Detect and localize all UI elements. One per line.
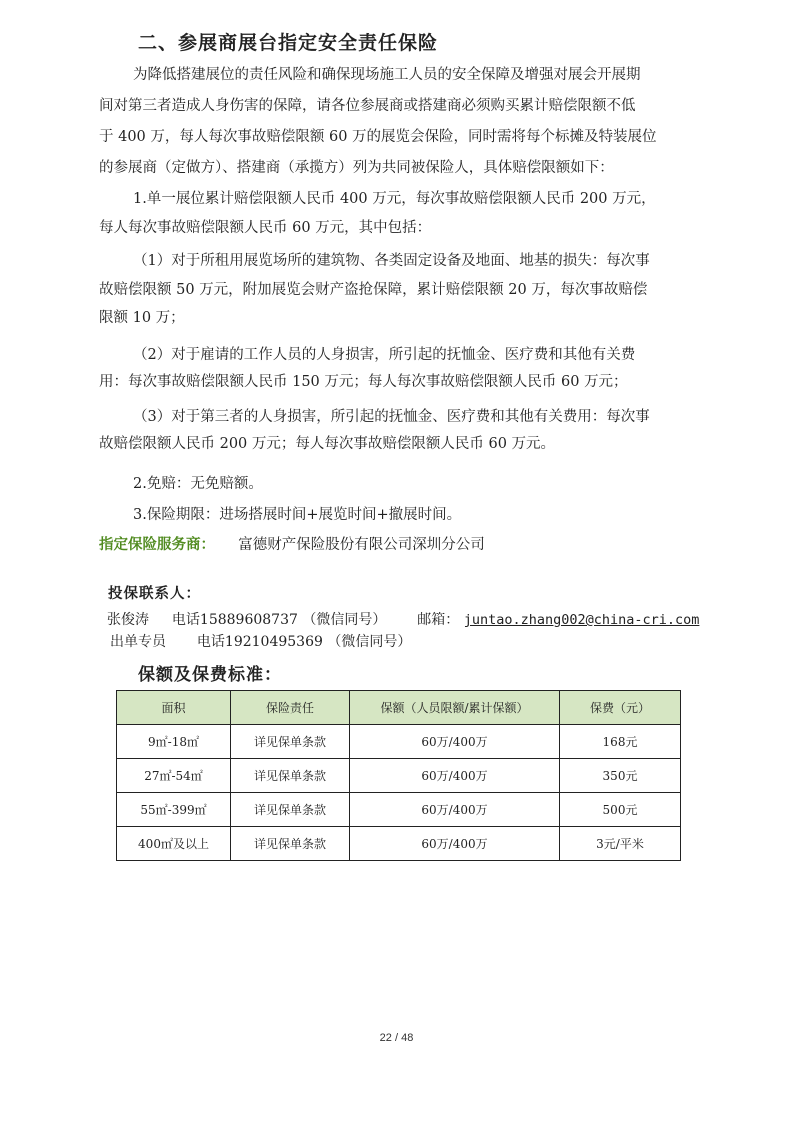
sub-item-3-line: （3）对于第三者的人身损害，所引起的抚恤金、医疗费和其他有关费用：每次事: [133, 409, 650, 425]
cell-area: 55㎡-399㎡: [117, 793, 231, 827]
contact-title: 投保联系人：: [108, 585, 201, 602]
sub-item-1-line: （1）对于所租用展览场所的建筑物、各类固定设备及地面、地基的损失：每次事: [133, 253, 650, 269]
contact-2-name: 出单专员: [110, 634, 166, 650]
intro-line: 于 400 万，每人每次事故赔偿限额 60 万的展览会保险，同时需将每个标摊及特装展位: [99, 129, 657, 145]
cell-liability: 详见保单条款: [231, 827, 350, 861]
table-row: [117, 827, 681, 861]
table-row: [117, 759, 681, 793]
insurer-line: [99, 533, 485, 554]
header-coverage: 保额（人员限额/累计保额）: [350, 691, 560, 725]
item-2: 2.免赔：无免赔额。: [133, 476, 263, 492]
cell-premium: 3元/平米: [560, 827, 681, 861]
intro-line: 为降低搭建展位的责任风险和确保现场施工人员的安全保障及增强对展会开展期: [133, 67, 641, 83]
cell-coverage: 60万/400万: [350, 759, 560, 793]
cell-premium: 350元: [560, 759, 681, 793]
cell-premium: 168元: [560, 725, 681, 759]
cell-coverage: 60万/400万: [350, 793, 560, 827]
contact-row-1: [107, 609, 699, 629]
item-1-line: 1.单一展位累计赔偿限额人民币 400 万元，每次事故赔偿限额人民币 200 万元，: [133, 191, 656, 207]
cell-area: 9㎡-18㎡: [117, 725, 231, 759]
header-liability: 保险责任: [231, 691, 350, 725]
cell-premium: 500元: [560, 793, 681, 827]
header-premium: 保费（元）: [560, 691, 681, 725]
insurer-label: 指定保险服务商：: [99, 537, 215, 553]
sub-item-2-line: 用：每次事故赔偿限额人民币 150 万元；每人每次事故赔偿限额人民币 60 万元；: [99, 374, 628, 390]
section-title: 二、参展商展台指定安全责任保险: [138, 32, 439, 54]
cell-area: 400㎡及以上: [117, 827, 231, 861]
table-row: [117, 793, 681, 827]
page-number: 22 / 48: [379, 1032, 414, 1044]
sub-item-1-line: 故赔偿限额 50 万元，附加展览会财产盗抢保障，累计赔偿限额 20 万，每次事故赔偿: [99, 282, 648, 298]
cell-coverage: 60万/400万: [350, 827, 560, 861]
item-3: 3.保险期限：进场搭展时间+展览时间+撤展时间。: [133, 507, 462, 523]
contact-1-phone: 电话15889608737 （微信同号）: [171, 612, 387, 628]
cell-coverage: 60万/400万: [350, 725, 560, 759]
cell-liability: 详见保单条款: [231, 793, 350, 827]
cell-liability: 详见保单条款: [231, 759, 350, 793]
intro-line: 的参展商（定做方）、搭建商（承揽方）列为共同被保险人，具体赔偿限额如下：: [99, 160, 614, 176]
fee-title: 保额及保费标准：: [138, 665, 282, 685]
cell-area: 27㎡-54㎡: [117, 759, 231, 793]
contact-1-name: 张俊涛: [107, 612, 149, 628]
cell-liability: 详见保单条款: [231, 725, 350, 759]
sub-item-1-line: 限额 10 万；: [99, 310, 185, 326]
intro-line: 间对第三者造成人身伤害的保障，请各位参展商或搭建商必须购买累计赔偿限额不低: [99, 98, 636, 114]
table-header-row: [117, 691, 681, 725]
contact-row-2: [110, 631, 411, 651]
contact-1-email-link[interactable]: juntao.zhang002@china-cri.com: [463, 612, 700, 628]
fee-table: [116, 690, 681, 861]
header-area: 面积: [117, 691, 231, 725]
insurer-name: 富德财产保险股份有限公司深圳分公司: [238, 537, 485, 553]
sub-item-2-line: （2）对于雇请的工作人员的人身损害，所引起的抚恤金、医疗费和其他有关费: [133, 347, 636, 363]
contact-2-phone: 电话19210495369 （微信同号）: [196, 634, 412, 650]
contact-1-email-label: 邮箱：: [417, 612, 460, 628]
item-1-line: 每人每次事故赔偿限额人民币 60 万元，其中包括：: [99, 220, 432, 236]
sub-item-3-line: 故赔偿限额人民币 200 万元；每人每次事故赔偿限额人民币 60 万元。: [99, 436, 556, 452]
table-row: [117, 725, 681, 759]
